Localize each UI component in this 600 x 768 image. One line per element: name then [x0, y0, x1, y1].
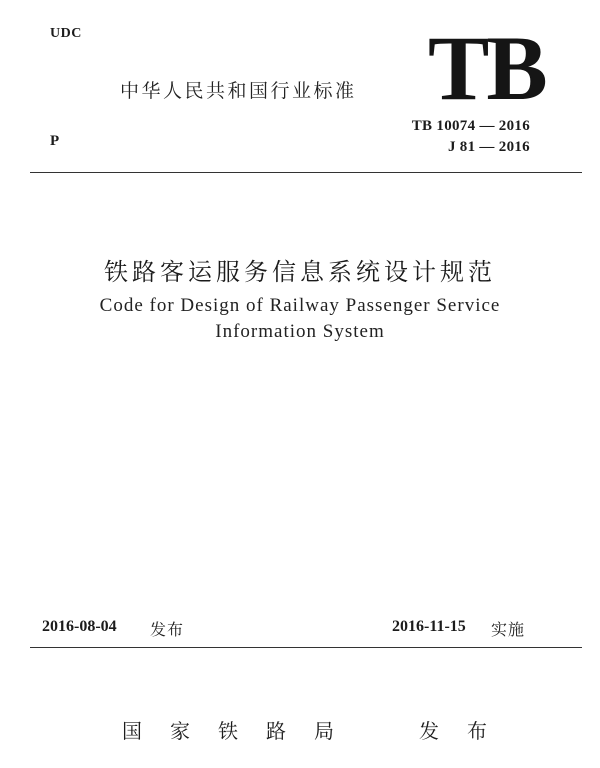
implementation-date: 2016-11-15: [392, 618, 466, 635]
standard-number: TB 10074 — 2016: [411, 118, 530, 134]
publisher-char: 国: [122, 719, 142, 743]
record-number: J 81 — 2016: [447, 139, 530, 155]
bottom-divider: [30, 647, 582, 648]
standard-type: 中华人民共和国行业标准: [120, 80, 357, 102]
tb-logo: TB: [428, 17, 545, 119]
publish-char: 布: [467, 719, 487, 743]
implementation-label: 实施: [491, 620, 526, 639]
publish-label: [405, 715, 501, 744]
top-divider: [30, 172, 582, 173]
publisher-char: 铁: [218, 719, 238, 743]
issue-label: 发布: [150, 620, 185, 639]
title-english-line1: Code for Design of Railway Passenger Service: [99, 295, 501, 316]
title-chinese: 铁路客运服务信息系统设计规范: [104, 258, 496, 286]
publisher: [108, 715, 348, 744]
publisher-char: 局: [314, 719, 334, 743]
publisher-char: 家: [170, 719, 190, 743]
publisher-char: 路: [266, 719, 286, 743]
classification-code: P: [50, 133, 60, 149]
issue-date: 2016-08-04: [42, 618, 117, 635]
udc-label: UDC: [50, 26, 82, 41]
publish-char: 发: [419, 719, 439, 743]
title-english-line2: Information System: [215, 321, 385, 342]
